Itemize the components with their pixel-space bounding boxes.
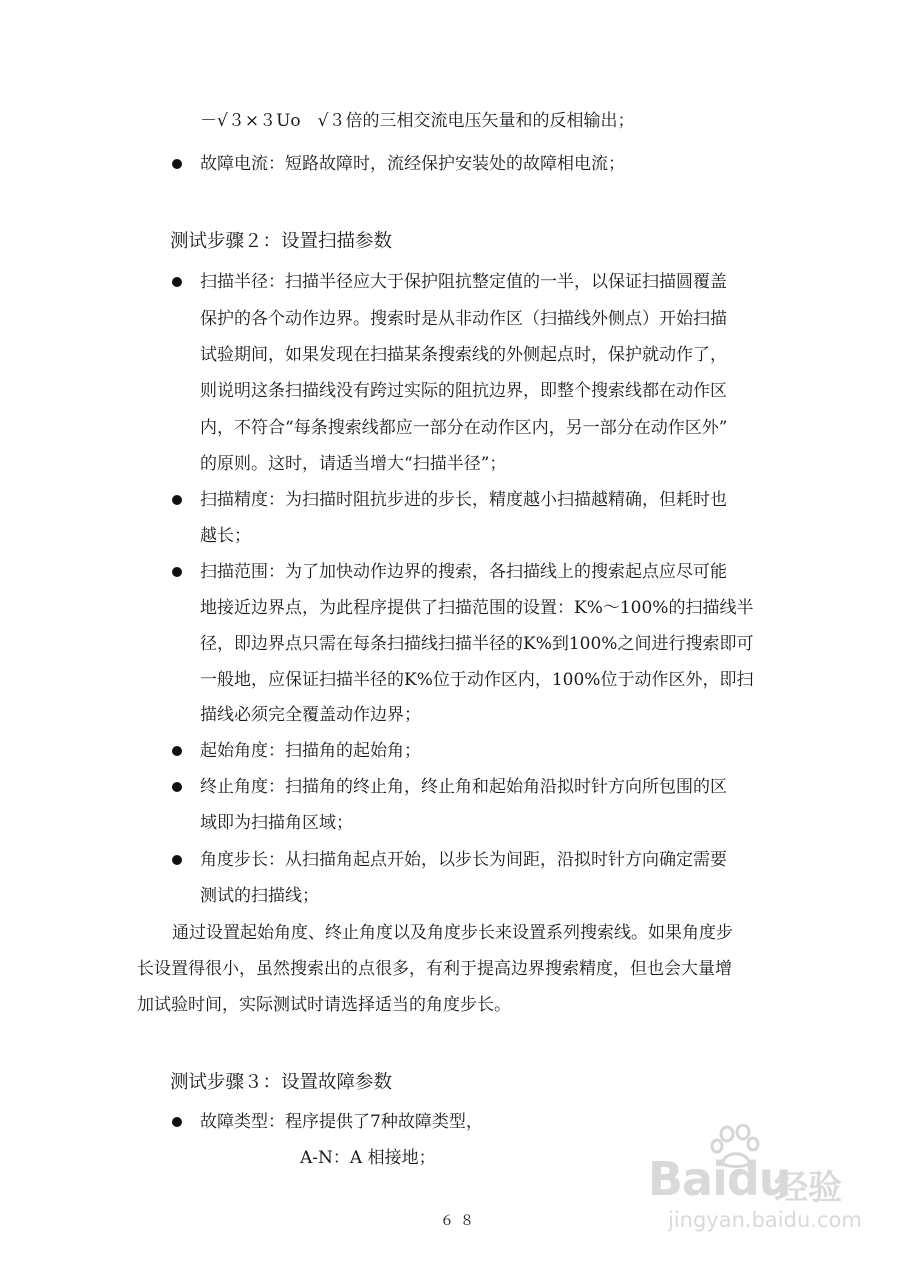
bullet-icon (172, 277, 182, 287)
scan-precision-line: 越长； (200, 526, 251, 546)
page-number: ６８ (440, 1213, 480, 1229)
fault-subtype-text: A-N：A 相接地； (300, 1148, 436, 1168)
scan-range-line: 扫描范围：为了加快动作边界的搜索，各扫描线上的搜索起点应尽可能 (200, 562, 727, 582)
start-angle-line: 起始角度：扫描角的起始角； (200, 741, 421, 761)
scan-precision-line: 扫描精度：为扫描时阻抗步进的步长，精度越小扫描越精确，但耗时也 (200, 490, 727, 510)
watermark-logo: Baidu (648, 1152, 791, 1206)
scan-radius-line: 的原则。这时，请适当增大“扫描半径”； (200, 454, 507, 474)
scan-radius-line: 试验期间，如果发现在扫描某条搜索线的外侧起点时，保护就动作了， (200, 345, 727, 365)
scan-range-line: 一般地，应保证扫描半径的K%位于动作区内，100%位于动作区外，即扫 (200, 670, 754, 690)
scan-radius-line: 内，不符合“每条搜索线都应一部分在动作区内，另一部分在动作区外” (200, 418, 728, 438)
bullet-icon (172, 746, 182, 756)
formula-line: －√３×３Uo √３倍的三相交流电压矢量和的反相输出； (200, 111, 635, 131)
scan-radius-line: 扫描半径：扫描半径应大于保护阻抗整定值的一半，以保证扫描圆覆盖 (200, 272, 727, 292)
bullet-icon (172, 567, 182, 577)
step2-heading: 测试步骤２：设置扫描参数 (170, 231, 393, 252)
angle-step-line: 角度步长：从扫描角起点开始，以步长为间距，沿拟时针方向确定需要 (200, 850, 727, 870)
scan-range-line: 描线必须完全覆盖动作边界； (200, 705, 421, 725)
angle-step-line: 测试的扫描线； (200, 886, 319, 906)
bullet-icon (172, 159, 182, 169)
scan-range-line: 地接近边界点，为此程序提供了扫描范围的设置：K%～100%的扫描线半 (200, 598, 754, 618)
scan-radius-line: 保护的各个动作边界。搜索时是从非动作区（扫描线外侧点）开始扫描 (200, 309, 727, 329)
fault-type-text: 故障类型：程序提供了7种故障类型， (200, 1112, 483, 1132)
watermark-url: jingyan.baidu.com (668, 1208, 862, 1232)
paragraph-line: 通过设置起始角度、终止角度以及角度步长来设置系列搜索线。如果角度步 (172, 923, 733, 943)
bullet-icon (172, 495, 182, 505)
fault-current-text: 故障电流：短路故障时，流经保护安装处的故障相电流； (200, 154, 625, 174)
paragraph-line: 长设置得很小，虽然搜索出的点很多，有利于提高边界搜索精度，但也会大量增 (137, 959, 732, 979)
end-angle-line: 终止角度：扫描角的终止角，终止角和起始角沿拟时针方向所包围的区 (200, 777, 727, 797)
step3-heading: 测试步骤３：设置故障参数 (170, 1072, 393, 1093)
scan-range-line: 径，即边界点只需在每条扫描线扫描半径的K%到100%之间进行搜索即可 (200, 634, 754, 654)
watermark-cn: 经验 (774, 1168, 842, 1208)
end-angle-line: 域即为扫描角区域； (200, 813, 353, 833)
paragraph-line: 加试验时间，实际测试时请选择适当的角度步长。 (137, 995, 511, 1015)
bullet-icon (172, 855, 182, 865)
bullet-icon (172, 782, 182, 792)
bullet-icon (172, 1117, 182, 1127)
scan-radius-line: 则说明这条扫描线没有跨过实际的阻抗边界，即整个搜索线都在动作区 (200, 381, 727, 401)
